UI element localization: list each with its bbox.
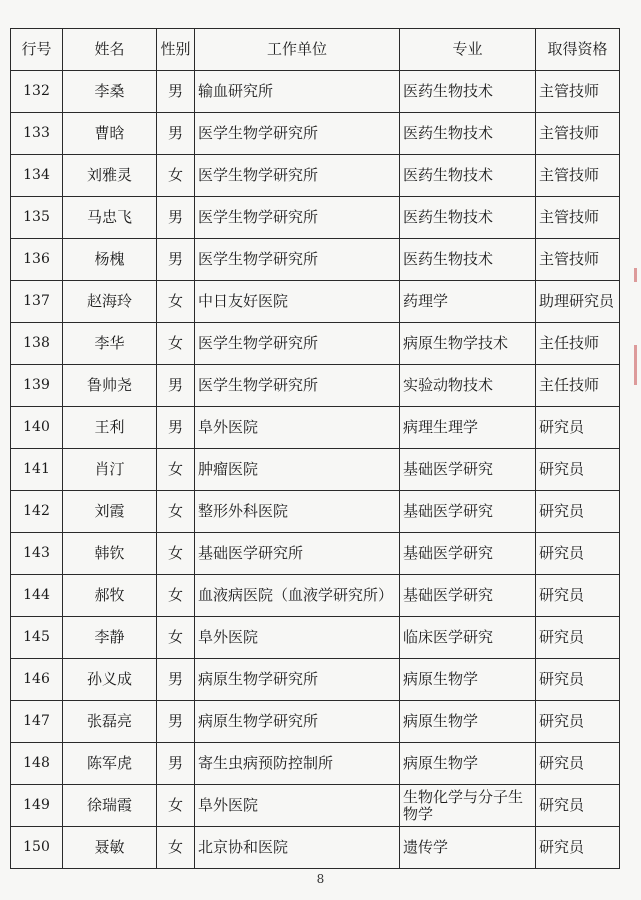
- cell-row-number: 150: [11, 827, 63, 869]
- cell-name: 李华: [63, 323, 157, 365]
- cell-work-unit: 医学生物学研究所: [195, 113, 400, 155]
- cell-qualification: 研究员: [536, 827, 620, 869]
- cell-major: 病理生理学: [400, 407, 536, 449]
- table-row: [11, 701, 620, 743]
- cell-row-number: 147: [11, 701, 63, 743]
- cell-gender: 女: [157, 827, 195, 869]
- cell-work-unit: 阜外医院: [195, 785, 400, 827]
- cell-gender: 女: [157, 785, 195, 827]
- cell-row-number: 148: [11, 743, 63, 785]
- cell-qualification: 主管技师: [536, 113, 620, 155]
- cell-gender: 男: [157, 743, 195, 785]
- cell-work-unit: 阜外医院: [195, 407, 400, 449]
- cell-row-number: 143: [11, 533, 63, 575]
- cell-gender: 女: [157, 617, 195, 659]
- header-gender: 性别: [157, 29, 195, 71]
- cell-work-unit: 病原生物学研究所: [195, 659, 400, 701]
- cell-qualification: 主管技师: [536, 155, 620, 197]
- cell-qualification: 主管技师: [536, 197, 620, 239]
- cell-qualification: 研究员: [536, 407, 620, 449]
- header-work-unit: 工作单位: [195, 29, 400, 71]
- cell-major: 遗传学: [400, 827, 536, 869]
- cell-major: 医药生物技术: [400, 155, 536, 197]
- cell-row-number: 133: [11, 113, 63, 155]
- header-name: 姓名: [63, 29, 157, 71]
- table-row: [11, 281, 620, 323]
- table-row: [11, 659, 620, 701]
- cell-major: 医药生物技术: [400, 239, 536, 281]
- table-row: [11, 827, 620, 869]
- cell-major: 临床医学研究: [400, 617, 536, 659]
- cell-name: 马忠飞: [63, 197, 157, 239]
- cell-work-unit: 医学生物学研究所: [195, 155, 400, 197]
- cell-row-number: 134: [11, 155, 63, 197]
- cell-work-unit: 北京协和医院: [195, 827, 400, 869]
- cell-qualification: 研究员: [536, 701, 620, 743]
- cell-row-number: 146: [11, 659, 63, 701]
- cell-row-number: 138: [11, 323, 63, 365]
- scan-edge-mark: [634, 268, 637, 282]
- cell-major: 病原生物学: [400, 743, 536, 785]
- cell-qualification: 研究员: [536, 617, 620, 659]
- scan-edge-mark: [634, 345, 637, 385]
- cell-work-unit: 基础医学研究所: [195, 533, 400, 575]
- table-row: [11, 743, 620, 785]
- cell-row-number: 141: [11, 449, 63, 491]
- table-row: [11, 323, 620, 365]
- cell-major: 病原生物学: [400, 701, 536, 743]
- cell-name: 徐瑞霞: [63, 785, 157, 827]
- cell-name: 郝牧: [63, 575, 157, 617]
- cell-work-unit: 输血研究所: [195, 71, 400, 113]
- table-row: [11, 533, 620, 575]
- table-row: [11, 365, 620, 407]
- cell-row-number: 135: [11, 197, 63, 239]
- cell-name: 李桑: [63, 71, 157, 113]
- cell-major: 基础医学研究: [400, 533, 536, 575]
- header-major: 专业: [400, 29, 536, 71]
- table-row: [11, 197, 620, 239]
- table-row: [11, 113, 620, 155]
- header-row-number: 行号: [11, 29, 63, 71]
- cell-work-unit: 医学生物学研究所: [195, 239, 400, 281]
- cell-row-number: 132: [11, 71, 63, 113]
- cell-name: 李静: [63, 617, 157, 659]
- cell-work-unit: 整形外科医院: [195, 491, 400, 533]
- table-row: [11, 491, 620, 533]
- cell-gender: 男: [157, 701, 195, 743]
- cell-qualification: 研究员: [536, 743, 620, 785]
- cell-name: 韩钦: [63, 533, 157, 575]
- cell-name: 鲁帅尧: [63, 365, 157, 407]
- cell-name: 孙义成: [63, 659, 157, 701]
- cell-row-number: 149: [11, 785, 63, 827]
- cell-gender: 男: [157, 113, 195, 155]
- cell-row-number: 144: [11, 575, 63, 617]
- header-qualification: 取得资格: [536, 29, 620, 71]
- cell-gender: 女: [157, 281, 195, 323]
- cell-gender: 男: [157, 365, 195, 407]
- cell-row-number: 137: [11, 281, 63, 323]
- cell-qualification: 研究员: [536, 533, 620, 575]
- cell-row-number: 145: [11, 617, 63, 659]
- cell-qualification: 研究员: [536, 449, 620, 491]
- table-row: [11, 239, 620, 281]
- table-row: [11, 785, 620, 827]
- cell-gender: 女: [157, 155, 195, 197]
- cell-major: 基础医学研究: [400, 491, 536, 533]
- cell-qualification: 研究员: [536, 575, 620, 617]
- cell-name: 张磊亮: [63, 701, 157, 743]
- document-page: [10, 28, 619, 869]
- cell-qualification: 研究员: [536, 491, 620, 533]
- cell-work-unit: 寄生虫病预防控制所: [195, 743, 400, 785]
- cell-major: 医药生物技术: [400, 71, 536, 113]
- cell-work-unit: 医学生物学研究所: [195, 365, 400, 407]
- cell-name: 曹晗: [63, 113, 157, 155]
- table-row: [11, 575, 620, 617]
- cell-name: 杨槐: [63, 239, 157, 281]
- cell-major: 医药生物技术: [400, 113, 536, 155]
- page-number: 8: [316, 872, 325, 886]
- cell-work-unit: 阜外医院: [195, 617, 400, 659]
- cell-work-unit: 肿瘤医院: [195, 449, 400, 491]
- cell-name: 刘霞: [63, 491, 157, 533]
- cell-qualification: 研究员: [536, 785, 620, 827]
- cell-name: 刘雅灵: [63, 155, 157, 197]
- cell-gender: 女: [157, 491, 195, 533]
- cell-work-unit: 医学生物学研究所: [195, 323, 400, 365]
- table-row: [11, 449, 620, 491]
- cell-gender: 男: [157, 407, 195, 449]
- cell-gender: 女: [157, 323, 195, 365]
- cell-name: 王利: [63, 407, 157, 449]
- cell-qualification: 主管技师: [536, 71, 620, 113]
- cell-work-unit: 病原生物学研究所: [195, 701, 400, 743]
- cell-major: 实验动物技术: [400, 365, 536, 407]
- cell-gender: 男: [157, 239, 195, 281]
- cell-qualification: 主任技师: [536, 365, 620, 407]
- table-row: [11, 407, 620, 449]
- cell-gender: 男: [157, 71, 195, 113]
- cell-gender: 女: [157, 533, 195, 575]
- cell-major: 病原生物学: [400, 659, 536, 701]
- cell-row-number: 140: [11, 407, 63, 449]
- cell-row-number: 142: [11, 491, 63, 533]
- table-row: [11, 71, 620, 113]
- cell-qualification: 主管技师: [536, 239, 620, 281]
- cell-gender: 男: [157, 659, 195, 701]
- cell-major: 医药生物技术: [400, 197, 536, 239]
- cell-work-unit: 血液病医院（血液学研究所）: [195, 575, 400, 617]
- cell-work-unit: 中日友好医院: [195, 281, 400, 323]
- cell-qualification: 助理研究员: [536, 281, 620, 323]
- cell-major: 生物化学与分子生物学: [400, 785, 536, 827]
- cell-row-number: 136: [11, 239, 63, 281]
- cell-major: 基础医学研究: [400, 575, 536, 617]
- cell-gender: 男: [157, 197, 195, 239]
- table-row: [11, 617, 620, 659]
- cell-gender: 女: [157, 575, 195, 617]
- cell-major: 基础医学研究: [400, 449, 536, 491]
- cell-qualification: 主任技师: [536, 323, 620, 365]
- cell-gender: 女: [157, 449, 195, 491]
- cell-major: 病原生物学技术: [400, 323, 536, 365]
- personnel-table: [10, 28, 620, 869]
- cell-name: 赵海玲: [63, 281, 157, 323]
- cell-work-unit: 医学生物学研究所: [195, 197, 400, 239]
- cell-name: 陈军虎: [63, 743, 157, 785]
- cell-major: 药理学: [400, 281, 536, 323]
- table-body: [11, 71, 620, 869]
- cell-row-number: 139: [11, 365, 63, 407]
- table-header-row: [11, 29, 620, 71]
- cell-name: 聂敏: [63, 827, 157, 869]
- table-row: [11, 155, 620, 197]
- cell-name: 肖汀: [63, 449, 157, 491]
- cell-qualification: 研究员: [536, 659, 620, 701]
